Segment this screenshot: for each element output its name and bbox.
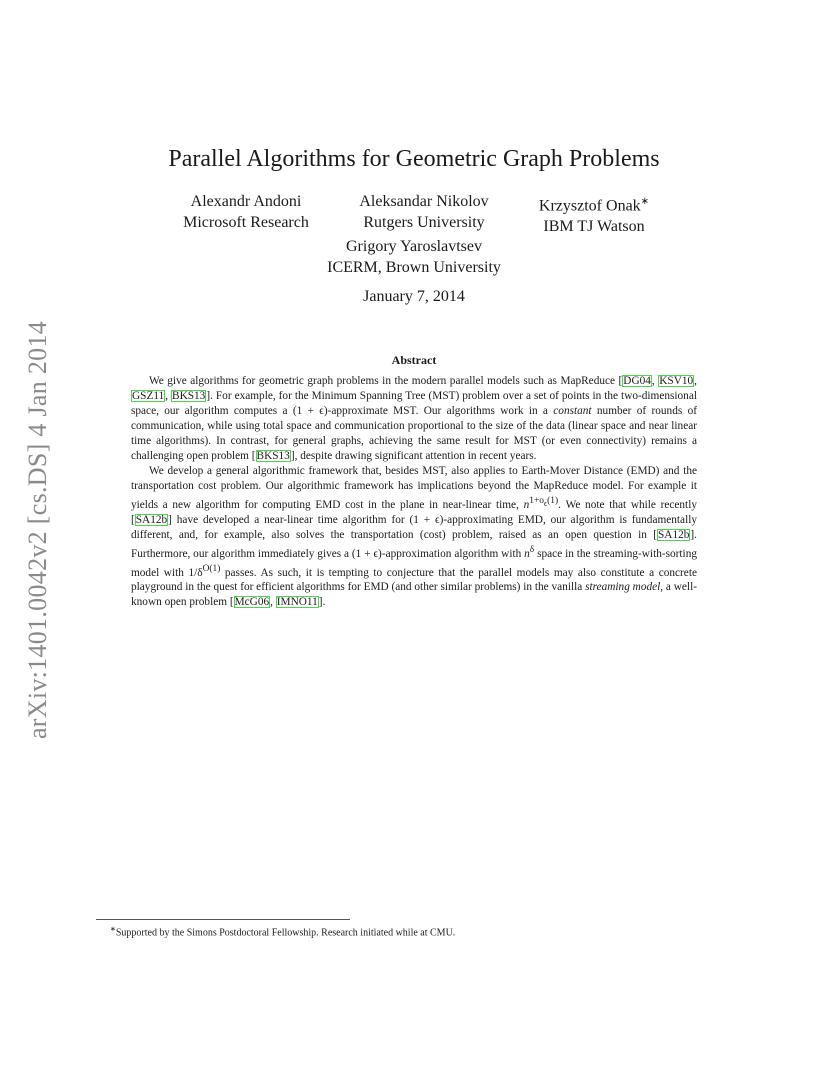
author-name: Grigory Yaroslavtsev bbox=[346, 238, 482, 255]
author-block bbox=[339, 191, 509, 233]
author-name: Krzysztof Onak bbox=[538, 197, 641, 215]
citation-link[interactable]: SA12b bbox=[135, 513, 168, 526]
author-name: Aleksandar Nikolov bbox=[359, 193, 489, 210]
text-run: number of rounds of communication, while using total space and communication proportional to the size of the data (linear space and near linear time algorithms). In contrast, for general graphs, achieving the same result for MST (or even connectivity) remains a challenging open problem bbox=[131, 405, 697, 462]
text-run: have developed a near-linear time algorithm for (1 + ϵ)-approximating EMD, our algorithm is fundamentally different, and, for example, also solves the transportation (cost) problem, raised as an open question in bbox=[131, 513, 697, 541]
math-superscript: 1+o bbox=[529, 496, 544, 506]
abstract-paragraph: We give algorithms for geometric graph problems in the modern parallel models such as MapReduce [DG04, KSV10, GSZ11, BKS13]. For example, for the Minimum Spanning Tree (MST) problem over a set of points in the two-dimensional space, our algorithm computes a (1 + ϵ)-approximate MST. Our algorithms work in a constant number of rounds of communication, while using total space and communication proportional to the size of the data (linear space and near linear time algorithms). In contrast, for general graphs, achieving the same result for MST (or even connectivity) remains a challenging open problem [BKS13], despite drawing significant attention in recent years. bbox=[131, 375, 697, 462]
citation-link[interactable]: BKS13 bbox=[172, 390, 206, 402]
footnote bbox=[110, 925, 710, 938]
paper-title: Parallel Algorithms for Geometric Graph Problems bbox=[168, 146, 660, 172]
citation-link[interactable]: SA12b bbox=[658, 528, 690, 541]
text-run: . We note that while recently bbox=[558, 498, 697, 511]
text-run: We develop a general algorithmic framework that, besides MST, also applies to Earth-Mover Distance (EMD) and the transportation cost problem. Our algorithmic framework has implications beyond the MapReduce model. For example it yields a new algorithm for computing EMD cost in the plane in near-linear time, bbox=[131, 465, 697, 511]
footnote-mark[interactable]: ∗ bbox=[640, 196, 650, 207]
emphasis: streaming model bbox=[585, 581, 661, 594]
text-run: . Furthermore, our algorithm immediately gives a (1 + ϵ)-approximation algorithm with bbox=[131, 528, 697, 560]
author-block bbox=[314, 236, 514, 278]
math-subscript: ϵ bbox=[543, 498, 548, 508]
author-name-line bbox=[512, 191, 676, 216]
abstract-paragraph: We develop a general algorithmic framework that, besides MST, also applies to Earth-Mover Distance (EMD) and the transportation cost problem. Our algorithmic framework has implications beyond the MapReduce model. For example it yields a new algorithm for computing EMD cost in the plane in near-linear time, $n^{1+o_\epsilon(1)}$. We note that while recently [SA12b] have developed a near-linear time algorithm for (1 + ϵ)-approximating EMD, our algorithm is fundamentally different, and, for example, also solves the transportation (cost) problem, raised as an open question in [SA12b]. Furthermore, our algorithm immediately gives a (1 + ϵ)-approximation algorithm with $n^\delta$ space in the streaming-with-sorting model with $1/\delta^{O(1)}$ passes. As such, it is tempting to conjecture that the parallel models may also constitute a concrete playground in the quest for efficient algorithms for EMD (and other similar problems) in the vanilla streaming model, a well-known open problem [McG06, IMNO11]. bbox=[131, 465, 697, 609]
author-affiliation: IBM TJ Watson bbox=[543, 218, 645, 236]
math-symbol: n bbox=[524, 547, 530, 560]
math-superscript: δ bbox=[529, 544, 535, 555]
citation-link[interactable]: GSZ11 bbox=[132, 390, 165, 402]
author-affiliation: ICERM, Brown University bbox=[327, 259, 501, 276]
text-run: , despite drawing significant attention in recent years. bbox=[294, 450, 537, 462]
text-run: , a well-known open problem bbox=[131, 581, 697, 609]
text-run: . bbox=[322, 596, 326, 609]
abstract-body bbox=[131, 374, 697, 610]
footnote-mark: ∗ bbox=[110, 925, 116, 933]
author-name: Alexandr Andoni bbox=[190, 193, 302, 210]
text-run: passes. As such, it is tempting to conjecture that the parallel models may also constitute a concrete playground in the quest for efficient algorithms for EMD (and other similar problems) in the vanilla bbox=[131, 566, 697, 594]
author-block bbox=[512, 191, 676, 237]
abstract-heading: Abstract bbox=[391, 353, 437, 367]
citation-link[interactable]: DG04 bbox=[623, 375, 651, 387]
math-symbol: n bbox=[523, 498, 530, 511]
text-run: . For example, for the Minimum Spanning Tree (MST) problem over a set of points in the two-dimensional space, our algorithm computes a (1 + ϵ)-approximate MST. Our algorithms work in a bbox=[131, 390, 697, 417]
math-superscript: O(1) bbox=[202, 563, 221, 574]
citation-link[interactable]: IMNO11 bbox=[276, 596, 318, 609]
footnote-divider bbox=[96, 919, 350, 920]
text-run: space in the streaming-with-sorting model with 1/δ bbox=[131, 547, 697, 579]
citation-link[interactable]: BKS13 bbox=[256, 450, 290, 462]
math-superscript: (1) bbox=[547, 496, 559, 506]
emphasis: constant bbox=[553, 405, 592, 417]
paper-date: January 7, 2014 bbox=[363, 288, 465, 305]
text-run: We give algorithms for geometric graph problems in the modern parallel models such as MapReduce bbox=[149, 375, 619, 387]
citation-link[interactable]: KSV10 bbox=[659, 375, 694, 387]
author-block bbox=[166, 191, 326, 233]
footnote-text: Supported by the Simons Postdoctoral Fellowship. Research initiated while at CMU. bbox=[115, 927, 456, 939]
citation-link[interactable]: McG06 bbox=[234, 596, 270, 609]
arxiv-identifier: arXiv:1401.0042v2 [cs.DS] 4 Jan 2014 bbox=[23, 320, 52, 740]
author-affiliation: Microsoft Research bbox=[183, 214, 309, 231]
author-affiliation: Rutgers University bbox=[363, 214, 485, 231]
